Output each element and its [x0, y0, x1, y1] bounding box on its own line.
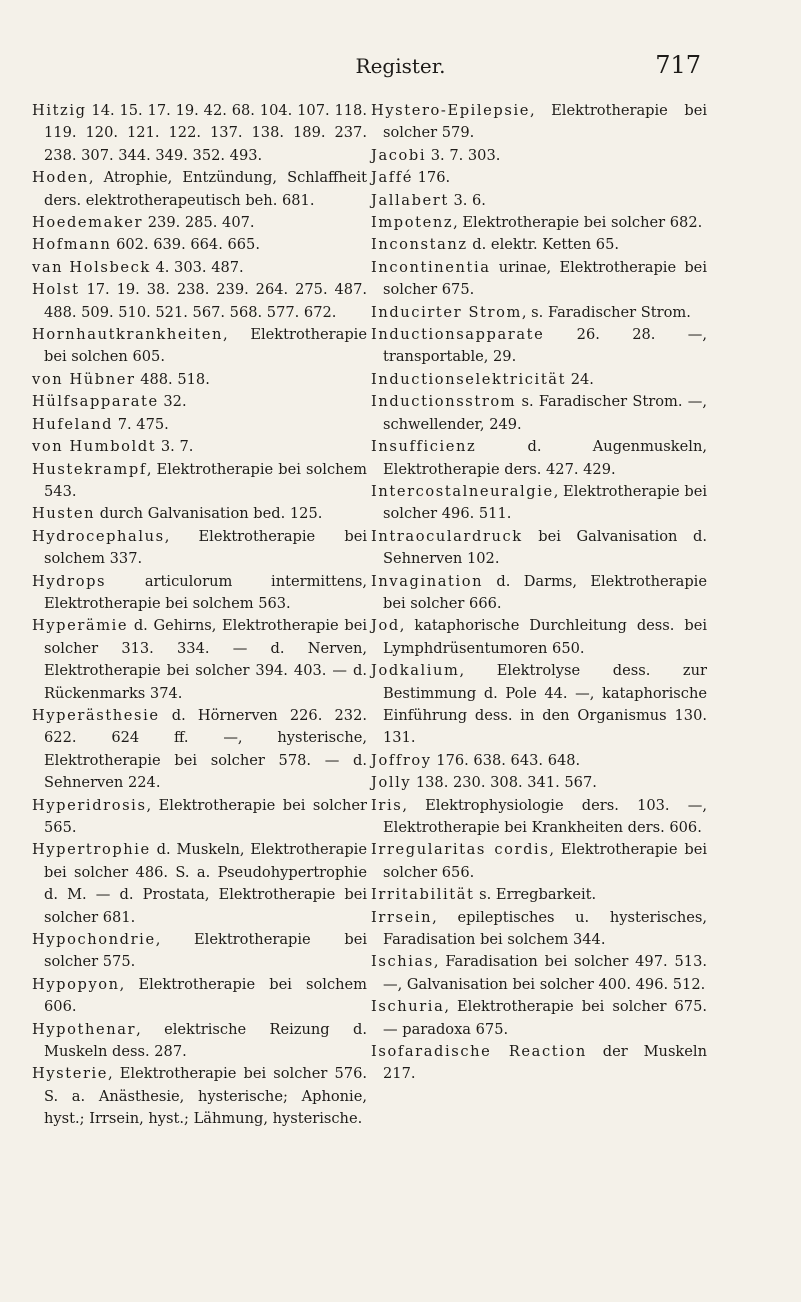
- index-keyword: Hystero-Epilepsie: [371, 102, 530, 119]
- index-entry: [32, 100, 367, 167]
- index-references: , Faradisation bei solcher 497. 513. —, Galvanisation bei solcher 400. 496. 512.: [383, 953, 707, 993]
- index-entry: [32, 1063, 367, 1130]
- index-references: 176.: [413, 169, 451, 187]
- index-references: , Elektrotherapie bei solcher 579.: [383, 102, 707, 142]
- index-keyword: Jaffé: [371, 169, 413, 187]
- index-references: 26. 28. —, transportable, 29.: [383, 326, 707, 366]
- index-entry: [371, 750, 707, 772]
- index-entry: [371, 907, 707, 952]
- index-references: , Elektrotherapie bei solchen 605.: [44, 326, 367, 366]
- index-references: 138. 230. 308. 341. 567.: [411, 774, 597, 792]
- index-references: d. elektr. Ketten 65.: [467, 236, 619, 254]
- index-keyword: Hypochondrie: [32, 931, 156, 949]
- index-entry: [32, 212, 367, 234]
- index-keyword: Iris: [371, 796, 403, 814]
- index-keyword: Invagination: [371, 572, 484, 590]
- index-keyword: Jodkalium: [371, 662, 460, 680]
- index-entry: [32, 839, 367, 929]
- index-references: , Atrophie, Entzündung, Schlaffheit ders. elektrotherapeutisch beh. 681.: [44, 169, 367, 209]
- index-references: s. Erregbarkeit.: [474, 886, 597, 904]
- index-keyword: Hypopyon: [32, 975, 120, 993]
- index-entry: [32, 615, 367, 705]
- index-entry: [371, 884, 707, 906]
- index-entry: [371, 234, 707, 256]
- index-keyword: van Holsbeck: [32, 258, 151, 276]
- running-title: Register.: [355, 54, 446, 78]
- index-keyword: Inducirter Strom: [371, 303, 522, 321]
- index-keyword: Hyperästhesie: [32, 706, 160, 724]
- index-entry: [32, 705, 367, 795]
- index-entry: [371, 571, 707, 616]
- index-keyword: Husten: [32, 505, 96, 523]
- index-entry: [371, 391, 707, 436]
- index-entry: [371, 772, 707, 794]
- index-references: d. Darms, Elektrotherapie bei solcher 666.: [383, 572, 707, 612]
- index-references: , epileptisches u. hysterisches, Faradisation bei solchem 344.: [383, 908, 707, 949]
- index-keyword: Hornhautkrankheiten: [32, 326, 224, 344]
- index-references: d. Muskeln, Elektrotherapie bei solcher 486. S. a. Pseudohypertrophie d. M. — d. Prostata, Elektrotherapie bei solcher 681.: [44, 841, 367, 926]
- index-keyword: Hustekrampf: [32, 460, 147, 478]
- index-references: 488. 518.: [135, 370, 210, 388]
- index-entry: [371, 951, 707, 996]
- index-entry: [371, 212, 707, 234]
- index-references: 7. 475.: [113, 415, 169, 433]
- index-entry: [32, 369, 367, 391]
- right-index-column: [371, 100, 707, 1086]
- index-entry: [371, 369, 707, 391]
- index-keyword: Hofmann: [32, 236, 112, 254]
- index-keyword: von Hübner: [32, 370, 136, 388]
- index-references: 24.: [566, 370, 594, 388]
- index-references: 602. 639. 664. 665.: [111, 236, 260, 254]
- index-keyword: Irregularitas cordis: [371, 841, 550, 859]
- index-references: articulorum intermittens, Elektrotherapie bei solchem 563.: [44, 572, 367, 612]
- index-keyword: Ischias: [371, 953, 434, 971]
- index-entry: [371, 996, 707, 1041]
- index-references: 239. 285. 407.: [143, 214, 255, 232]
- index-keyword: von Humboldt: [32, 438, 157, 456]
- index-keyword: Intraoculardruck: [371, 527, 523, 545]
- index-keyword: Insufficienz: [371, 438, 477, 456]
- index-references: 32.: [158, 393, 187, 411]
- index-keyword: Hydrocephalus: [32, 527, 165, 545]
- page-number: 717: [655, 51, 701, 79]
- index-references: , elektrische Reizung d. Muskeln dess. 287.: [44, 1020, 367, 1061]
- index-keyword: Ischuria: [371, 998, 445, 1016]
- index-entry: [371, 257, 707, 302]
- index-references: 3. 6.: [448, 191, 486, 209]
- index-references: bei Galvanisation d. Sehnerven 102.: [383, 527, 707, 568]
- index-keyword: Intercostalneuralgie: [371, 482, 554, 500]
- index-keyword: Hyperämie: [32, 617, 129, 635]
- index-keyword: Hitzig: [32, 102, 87, 119]
- index-references: 3. 7. 303.: [426, 146, 501, 164]
- index-references: , Elektrotherapie bei solcher 576. S. a. Anästhesie, hysterische; Aphonie, hyst.; Irrsein, hyst.; Lähmung, hysterische.: [44, 1065, 367, 1128]
- index-references: , Elektrotherapie bei solcher 656.: [383, 841, 707, 881]
- index-references: d. Hörnerven 226. 232. 622. 624 ff. —, hysterische, Elektrotherapie bei solcher 578. — d. Sehnerven 224.: [44, 706, 367, 792]
- index-references: der Muskeln 217.: [383, 1043, 707, 1083]
- index-references: d. Augenmuskeln, Elektrotherapie ders. 427. 429.: [383, 438, 707, 478]
- index-references: 4. 303. 487.: [150, 258, 244, 276]
- index-entry: [32, 279, 367, 324]
- index-keyword: Hypothenar: [32, 1020, 137, 1038]
- index-references: , Elektrophysiologie ders. 103. —, Elektrotherapie bei Krankheiten ders. 606.: [383, 796, 707, 836]
- index-keyword: Jolly: [371, 774, 412, 792]
- index-keyword: Holst: [32, 281, 80, 299]
- index-references: s. Faradischer Strom. —, schwellender, 249.: [383, 393, 707, 433]
- index-entry: [32, 167, 367, 212]
- index-references: , Elektrotherapie bei solchem 543.: [44, 460, 367, 500]
- index-entry: [371, 190, 707, 212]
- index-keyword: Jacobi: [371, 146, 427, 164]
- index-keyword: Hypertrophie: [32, 841, 151, 859]
- index-entry: [32, 257, 367, 279]
- index-entry: [32, 391, 367, 413]
- index-keyword: Isofaradische Reaction: [371, 1043, 587, 1061]
- index-entry: [371, 145, 707, 167]
- index-keyword: Hoden: [32, 169, 89, 187]
- index-entry: [32, 459, 367, 504]
- index-references: d. Gehirns, Elektrotherapie bei solcher 313. 334. — d. Nerven, Elektrotherapie bei solcher 394. 403. — d. Rückenmarks 374.: [44, 617, 367, 702]
- index-keyword: Jod: [371, 617, 400, 635]
- index-entry: [32, 503, 367, 525]
- index-entry: [371, 302, 707, 324]
- left-index-column: [32, 100, 367, 1131]
- index-entry: [32, 436, 367, 458]
- index-entry: [371, 615, 707, 660]
- index-references: urinae, Elektrotherapie bei solcher 675.: [383, 258, 707, 299]
- index-keyword: Inductionsstrom: [371, 393, 517, 411]
- index-keyword: Inductionselektricität: [371, 370, 567, 388]
- index-entry: [371, 795, 707, 840]
- index-entry: [371, 660, 707, 750]
- index-keyword: Inconstanz: [371, 236, 468, 254]
- index-entry: [371, 167, 707, 189]
- index-entry: [32, 974, 367, 1019]
- index-references: , Elektrotherapie bei solcher 575.: [44, 931, 367, 971]
- index-keyword: Joffroy: [371, 751, 432, 769]
- index-keyword: Impotenz: [371, 214, 454, 232]
- page-header: [0, 48, 801, 88]
- index-references: , Elektrotherapie bei solcher 682.: [453, 214, 703, 232]
- index-keyword: Hydrops: [32, 572, 107, 590]
- index-entry: [371, 324, 707, 369]
- index-references: , Elektrolyse dess. zur Bestimmung d. Pole 44. —, kataphorische Einführung dess. in den Organismus 130. 131.: [383, 662, 707, 747]
- index-keyword: Hufeland: [32, 415, 114, 433]
- index-references: , Elektrotherapie bei solcher 675. — paradoxa 675.: [383, 998, 707, 1038]
- index-entry: [371, 526, 707, 571]
- index-references: , Elektrotherapie bei solcher 496. 511.: [383, 482, 707, 523]
- index-keyword: Incontinentia: [371, 258, 491, 276]
- index-keyword: Hyperidrosis: [32, 796, 147, 814]
- index-entry: [371, 100, 707, 145]
- index-entry: [371, 436, 707, 481]
- index-entry: [371, 481, 707, 526]
- index-keyword: Hülfsapparate: [32, 393, 159, 411]
- index-entry: [32, 414, 367, 436]
- index-references: 3. 7.: [156, 438, 194, 456]
- index-references: , Elektrotherapie bei solchem 337.: [44, 527, 367, 568]
- index-entry: [32, 234, 367, 256]
- index-entry: [32, 526, 367, 571]
- index-references: , kataphorische Durchleitung dess. bei Lymphdrüsentumoren 650.: [383, 617, 707, 657]
- index-entry: [32, 795, 367, 840]
- index-entry: [371, 839, 707, 884]
- index-entry: [32, 571, 367, 616]
- index-keyword: Hoedemaker: [32, 214, 144, 232]
- index-keyword: Hysterie: [32, 1065, 109, 1083]
- index-keyword: Jallabert: [371, 191, 449, 209]
- index-keyword: Inductionsapparate: [371, 326, 545, 344]
- index-keyword: Irrsein: [371, 908, 433, 926]
- index-references: , s. Faradischer Strom.: [521, 303, 691, 321]
- index-entry: [32, 324, 367, 369]
- index-references: 17. 19. 38. 238. 239. 264. 275. 487. 488. 509. 510. 521. 567. 568. 577. 672.: [44, 281, 367, 321]
- index-references: , Elektrotherapie bei solchem 606.: [44, 975, 367, 1016]
- index-entry: [32, 929, 367, 974]
- index-references: , Elektrotherapie bei solcher 565.: [44, 796, 367, 836]
- index-references: 14. 15. 17. 19. 42. 68. 104. 107. 118. 119. 120. 121. 122. 137. 138. 189. 237. 238. 307. 344. 349. 352. 493.: [44, 102, 367, 164]
- index-keyword: Irritabilität: [371, 886, 475, 904]
- index-entry: [371, 1041, 707, 1086]
- index-references: 176. 638. 643. 648.: [431, 751, 581, 769]
- index-references: durch Galvanisation bed. 125.: [95, 505, 323, 523]
- index-entry: [32, 1019, 367, 1064]
